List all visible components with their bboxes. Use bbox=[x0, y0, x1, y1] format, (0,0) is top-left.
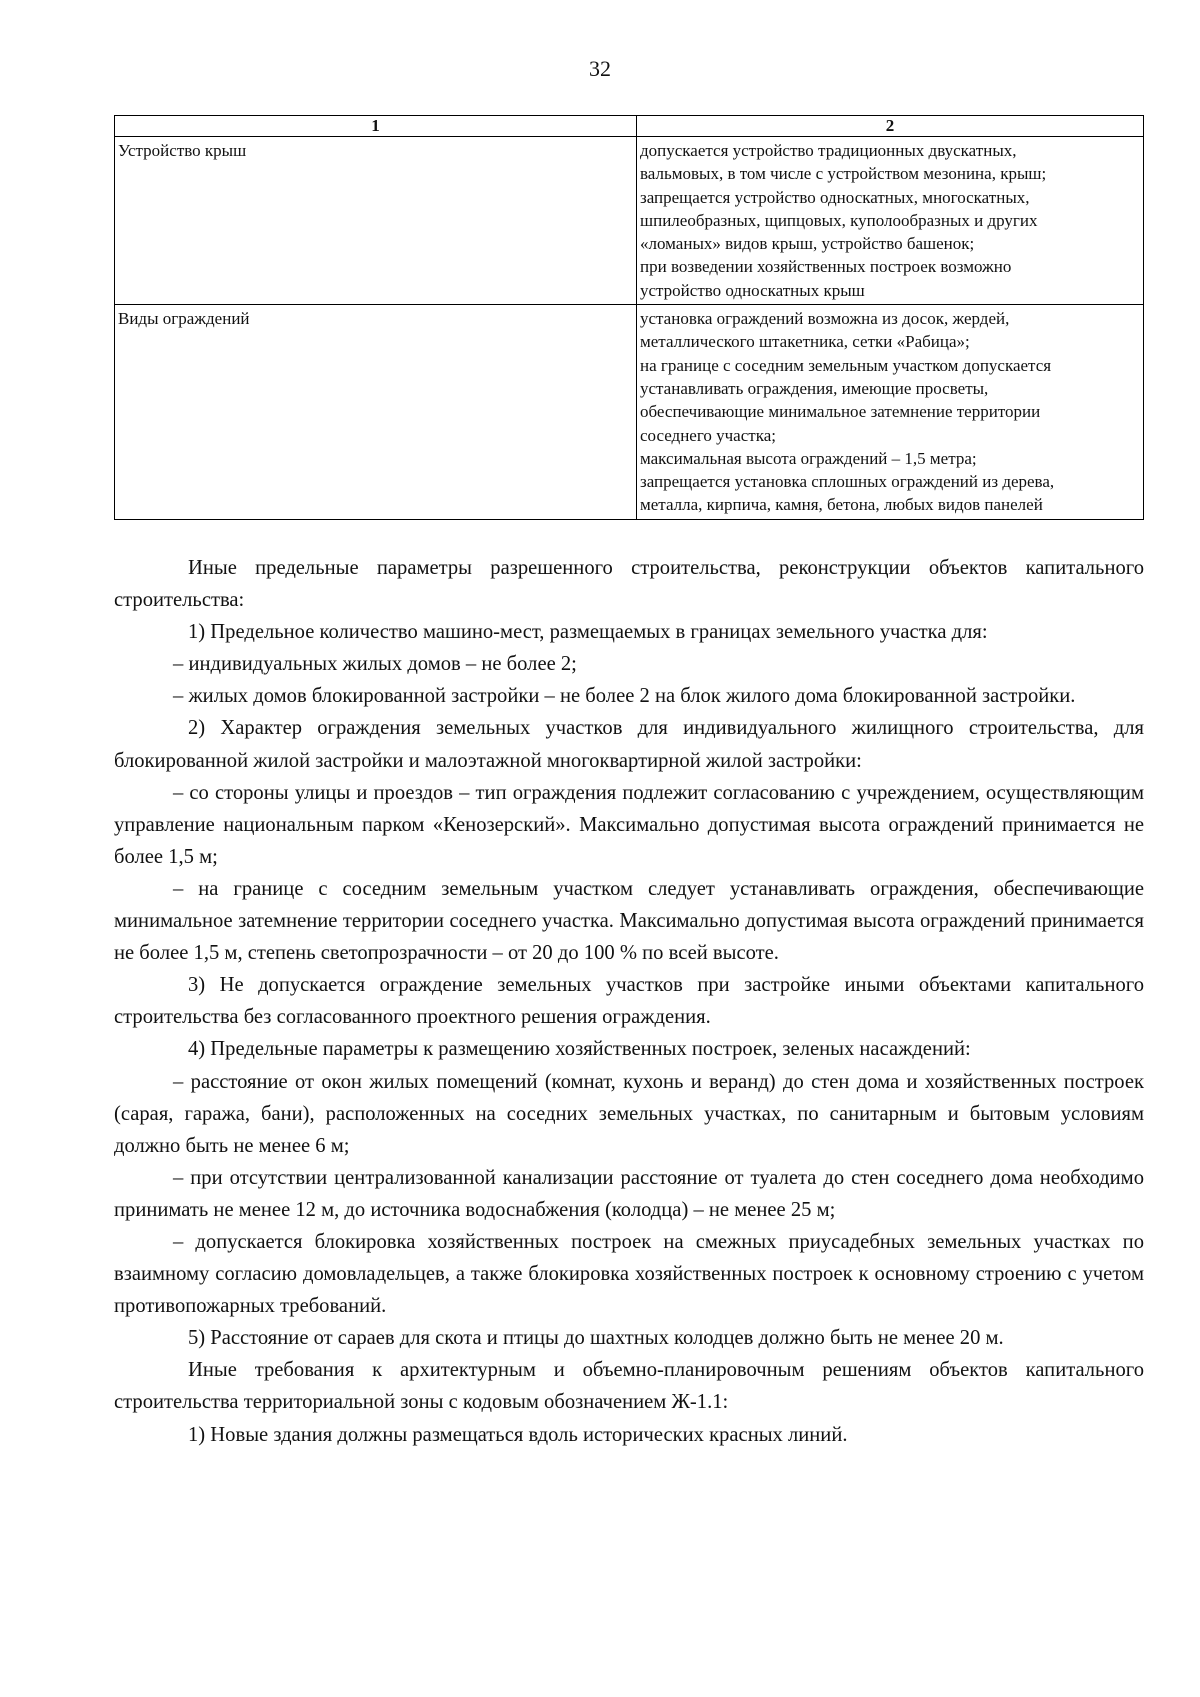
row-label-cell: Виды ограждений bbox=[115, 305, 637, 520]
cell-line: металла, кирпича, камня, бетона, любых видов панелей bbox=[640, 495, 1043, 515]
paragraph: – расстояние от окон жилых помещений (комнат, кухонь и веранд) до стен дома и хозяйственных построек (сарая, гаража, бани), расположенных на соседних земельных участках, по санитарным и бытовым условиям должно быть не менее 6 м; bbox=[114, 1070, 1144, 1157]
cell-line: обеспечивающие минимальное затемнение территории bbox=[640, 402, 1041, 422]
paragraph: 5) Расстояние от сараев для скота и птицы до шахтных колодцев должно быть не менее 20 м. bbox=[188, 1327, 1004, 1350]
paragraph: – допускается блокировка хозяйственных построек на смежных приусадебных земельных участках по взаимному согласию домовладельцев, а также блокировка хозяйственных построек к основному строению с учетом противопожарных требований. bbox=[114, 1230, 1144, 1318]
paragraph: Иные предельные параметры разрешенного строительства, реконструкции объектов капитального строительства: bbox=[114, 557, 1144, 612]
cell-line: запрещается установка сплошных ограждений из дерева, bbox=[640, 472, 1055, 492]
cell-line: вальмовых, в том числе с устройством мезонина, крыш; bbox=[640, 164, 1047, 184]
paragraph: 4) Предельные параметры к размещению хозяйственных построек, зеленых насаждений: bbox=[188, 1038, 971, 1061]
paragraph: – при отсутствии централизованной канализации расстояние от туалета до стен соседнего дома необходимо принимать не менее 12 м, до источника водоснабжения (колодца) – не менее 25 м; bbox=[114, 1166, 1144, 1221]
cell-line: устройство односкатных крыш bbox=[640, 280, 865, 300]
table-row bbox=[115, 137, 1144, 305]
cell-line: запрещается устройство односкатных, многоскатных, bbox=[640, 187, 1030, 207]
row-value-cell bbox=[637, 305, 1144, 520]
paragraph: – индивидуальных жилых домов – не более 2; bbox=[173, 653, 577, 676]
row-value-cell bbox=[637, 137, 1144, 305]
cell-line: соседнего участка; bbox=[640, 425, 776, 445]
paragraph: – со стороны улицы и проездов – тип ограждения подлежит согласованию с учреждением, осуществляющим управление национальным парком «Кенозерский». Максимально допустимая высота ограждений принимается не более 1,5 м; bbox=[114, 781, 1144, 868]
paragraph: Иные требования к архитектурным и объемно-планировочным решениям объектов капитального строительства территориальной зоны с кодовым обозначением Ж-1.1: bbox=[114, 1359, 1144, 1414]
cell-line: на границе с соседним земельным участком допускается bbox=[640, 355, 1052, 375]
page-number: 32 bbox=[589, 56, 611, 81]
paragraph: – на границе с соседним земельным участком следует устанавливать ограждения, обеспечивающие минимальное затемнение территории соседнего участка. Максимально допустимая высота ограждений принимается не более 1,5 м, степень светопрозрачности – от 20 до 100 % по всей высоте. bbox=[114, 877, 1144, 965]
paragraph: 1) Предельное количество машино-мест, размещаемых в границах земельного участка для: bbox=[188, 621, 988, 644]
paragraph: – жилых домов блокированной застройки – не более 2 на блок жилого дома блокированной застройки. bbox=[173, 685, 1076, 708]
cell-line: металлического штакетника, сетки «Рабица»; bbox=[640, 332, 970, 352]
body-text bbox=[114, 552, 1144, 1451]
table-header-cell: 2 bbox=[637, 116, 1144, 137]
cell-line: допускается устройство традиционных двускатных, bbox=[640, 141, 1017, 160]
cell-line: шпилеобразных, щипцовых, куполообразных и других bbox=[640, 210, 1038, 230]
cell-line: установка ограждений возможна из досок, жердей, bbox=[640, 309, 1010, 329]
table-header-row bbox=[115, 116, 1144, 137]
row-label-cell: Устройство крыш bbox=[115, 137, 637, 305]
paragraph: 3) Не допускается ограждение земельных участков при застройке иными объектами капитального строительства без согласованного проектного решения ограждения. bbox=[114, 974, 1144, 1029]
cell-line: устанавливать ограждения, имеющие просветы, bbox=[640, 378, 989, 398]
cell-line: при возведении хозяйственных построек возможно bbox=[640, 257, 1012, 277]
requirements-table bbox=[114, 115, 1144, 520]
table-row bbox=[115, 305, 1144, 520]
paragraph: 1) Новые здания должны размещаться вдоль исторических красных линий. bbox=[188, 1423, 848, 1446]
table-header-cell: 1 bbox=[115, 116, 637, 137]
cell-line: «ломаных» видов крыш, устройство башенок; bbox=[640, 234, 975, 254]
cell-line: максимальная высота ограждений – 1,5 метра; bbox=[640, 448, 977, 468]
paragraph: 2) Характер ограждения земельных участков для индивидуального жилищного строительства, для блокированной жилой застройки и малоэтажной многоквартирной жилой застройки: bbox=[114, 717, 1144, 772]
